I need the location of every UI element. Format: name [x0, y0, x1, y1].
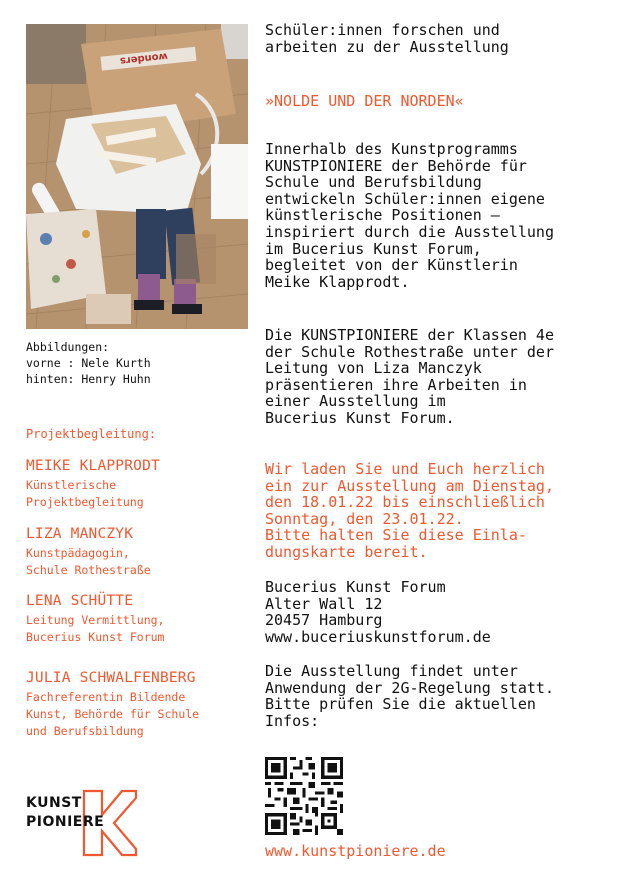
text-line: inspiriert durch die Ausstellung — [265, 222, 554, 241]
credits-front: vorne : Nele Kurth — [26, 356, 151, 370]
exhibition-title: »NOLDE UND DER NORDEN« — [265, 92, 464, 110]
text-line: künstlerische Positionen – — [265, 206, 500, 225]
text-line: Infos: — [265, 711, 320, 730]
person-name: MEIKE KLAPPRODT — [26, 458, 160, 474]
text-line: der Schule Rothestraße unter der — [265, 342, 554, 361]
text-line: dungskarte bereit. — [265, 542, 428, 561]
person-liza-manczyk — [26, 526, 236, 579]
text-line: Bucerius Kunst Forum — [265, 578, 446, 596]
person-lena-schuette — [26, 593, 236, 646]
text-line: Wir laden Sie und Euch herzlich — [265, 460, 545, 478]
text-line: Bucerius Kunst Forum. — [265, 408, 455, 427]
person-role-line: Leitung Vermittlung, — [26, 613, 165, 627]
text-line: präsentieren ihre Arbeiten in — [265, 375, 527, 394]
text-line: Anwendung der 2G-Regelung statt. — [265, 678, 554, 697]
text-line: Die KUNSTPIONIERE der Klassen 4e — [265, 326, 554, 344]
text-line: Alter Wall 12 — [265, 594, 383, 613]
person-role-line: Kunstpädagogin, — [26, 546, 130, 560]
person-role-line: Bucerius Kunst Forum — [26, 630, 165, 644]
person-role-line: Fachreferentin Bildende — [26, 690, 186, 704]
person-role-line: und Berufsbildung — [26, 724, 144, 738]
text-line: im Bucerius Kunst Forum, — [265, 239, 482, 258]
text-line: Meike Klapprodt. — [265, 272, 410, 291]
text-line: Schüler:innen forschen und — [265, 21, 500, 39]
logo-word-1: KUNST — [26, 795, 82, 811]
person-name: JULIA SCHWALFENBERG — [26, 670, 196, 686]
text-line: Bitte prüfen Sie die aktuellen — [265, 695, 536, 714]
person-name: LIZA MANCZYK — [26, 526, 134, 542]
person-julia-schwalfenberg — [26, 670, 236, 740]
person-role-line: Projektbegleitung — [26, 495, 144, 509]
logo-word-2: PIONIERE — [26, 814, 105, 830]
person-role-line: Künstlerische — [26, 478, 117, 492]
presentation-paragraph — [265, 327, 615, 427]
text-line: Die Ausstellung findet unter — [265, 662, 518, 680]
photo-label: wonders — [119, 50, 169, 67]
person-meike-klapprodt — [26, 458, 236, 511]
text-line: 20457 Hamburg — [265, 611, 383, 630]
person-role-line: Schule Rothestraße — [26, 563, 151, 577]
project-heading: Projektbegleitung: — [26, 427, 157, 441]
text-line: den 18.01.22 bis einschließlich — [265, 493, 545, 512]
credits-back: hinten: Henry Huhn — [26, 372, 151, 386]
invitation-paragraph — [265, 461, 615, 561]
text-line: einer Ausstellung im — [265, 392, 446, 411]
text-line: Sonntag, den 23.01.22. — [265, 509, 464, 528]
intro-text — [265, 22, 615, 55]
text-line: ein zur Ausstellung am Dienstag, — [265, 476, 554, 495]
text-line: begleitet von der Künstlerin — [265, 256, 518, 275]
address-block — [265, 579, 615, 645]
text-line: entwickeln Schüler:innen eigene — [265, 189, 545, 208]
image-credits — [26, 339, 151, 387]
text-line: KUNSTPIONIERE der Behörde für — [265, 156, 527, 175]
text-line: Leitung von Liza Manczyk — [265, 359, 482, 378]
person-role-line: Kunst, Behörde für Schule — [26, 707, 200, 721]
text-line: Bitte halten Sie diese Einla- — [265, 526, 527, 545]
address-website-link[interactable]: www.buceriuskunstforum.de — [265, 627, 491, 646]
kunstpioniere-website-link[interactable]: www.kunstpioniere.de — [265, 842, 446, 860]
kunstpioniere-logo — [26, 789, 138, 857]
person-name: LENA SCHÜTTE — [26, 593, 134, 609]
qr-code[interactable] — [265, 757, 343, 835]
credits-title: Abbildungen: — [26, 340, 110, 354]
exhibition-photo — [26, 24, 248, 329]
text-line: Schule und Berufsbildung — [265, 173, 482, 192]
text-line: arbeiten zu der Ausstellung — [265, 37, 509, 56]
text-line: Innerhalb des Kunstprogramms — [265, 140, 518, 158]
program-paragraph — [265, 141, 615, 290]
info-paragraph — [265, 663, 615, 729]
